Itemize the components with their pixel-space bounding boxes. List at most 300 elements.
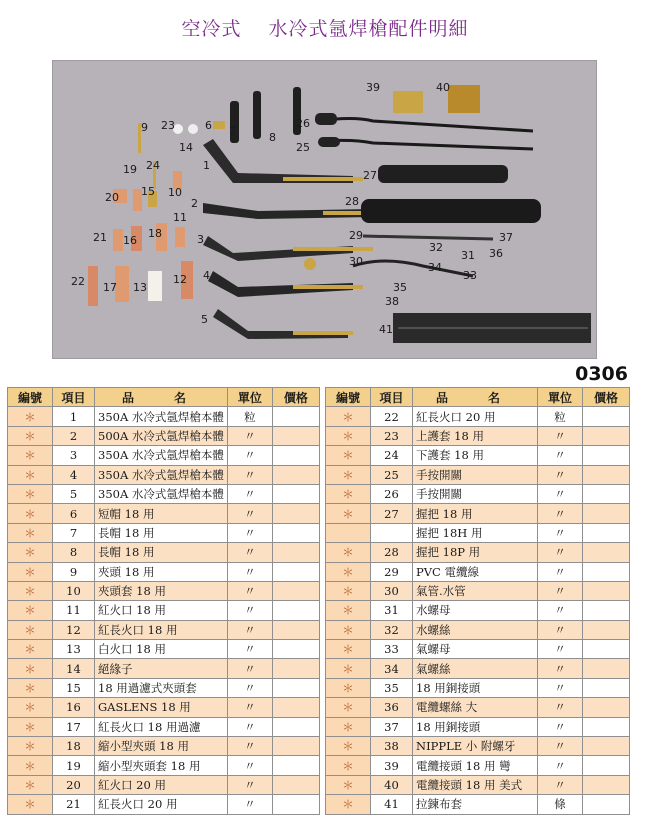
- row-number: 2: [53, 426, 95, 445]
- header-unit: 單位: [227, 388, 272, 407]
- row-unit: 〃: [538, 775, 583, 794]
- row-name: 氣螺絲: [413, 659, 538, 678]
- row-number: 14: [53, 659, 95, 678]
- table-row: [8, 446, 320, 465]
- row-bullet: ＊: [326, 581, 371, 600]
- row-number: 29: [371, 562, 413, 581]
- row-name: 長帽 18 用: [95, 523, 228, 542]
- row-number: 40: [371, 775, 413, 794]
- row-unit: 〃: [227, 562, 272, 581]
- row-price: [583, 523, 630, 542]
- row-price: [272, 504, 319, 523]
- row-name: 18 用銅接頭: [413, 678, 538, 697]
- row-bullet: ＊: [8, 698, 53, 717]
- row-number: 18: [53, 737, 95, 756]
- row-bullet: [326, 523, 371, 542]
- row-price: [583, 562, 630, 581]
- photo-label-13: 13: [133, 281, 147, 294]
- row-name: 夾頭 18 用: [95, 562, 228, 581]
- row-name: 18 用過濾式夾頭套: [95, 678, 228, 697]
- photo-label-2: 2: [191, 197, 198, 210]
- row-price: [272, 678, 319, 697]
- photo-label-21: 21: [93, 231, 107, 244]
- row-price: [272, 640, 319, 659]
- row-bullet: ＊: [326, 465, 371, 484]
- table-row: [8, 795, 320, 814]
- table-row: [8, 775, 320, 794]
- parts-table-right: [325, 387, 630, 815]
- photo-label-32: 32: [429, 241, 443, 254]
- photo-label-1: 1: [203, 159, 210, 172]
- photo-label-31: 31: [461, 249, 475, 262]
- row-price: [272, 620, 319, 639]
- row-bullet: ＊: [326, 678, 371, 697]
- photo-label-14: 14: [179, 141, 193, 154]
- row-unit: 〃: [227, 581, 272, 600]
- row-number: 20: [53, 775, 95, 794]
- row-unit: 〃: [227, 659, 272, 678]
- row-bullet: ＊: [8, 581, 53, 600]
- row-number: 24: [371, 446, 413, 465]
- row-price: [272, 523, 319, 542]
- row-number: 33: [371, 640, 413, 659]
- photo-label-4: 4: [203, 269, 210, 282]
- row-name: 500A 水冷式氬焊槍本體: [95, 426, 228, 445]
- row-price: [272, 737, 319, 756]
- row-bullet: ＊: [8, 523, 53, 542]
- row-unit: 〃: [227, 795, 272, 814]
- photo-label-37: 37: [499, 231, 513, 244]
- table-row: [326, 581, 630, 600]
- table-row: [8, 698, 320, 717]
- table-row: [326, 523, 630, 542]
- row-price: [272, 543, 319, 562]
- row-unit: 〃: [227, 446, 272, 465]
- table-row: [8, 620, 320, 639]
- row-unit: 〃: [538, 601, 583, 620]
- row-bullet: ＊: [326, 407, 371, 426]
- photo-label-16: 16: [123, 234, 137, 247]
- row-bullet: ＊: [8, 795, 53, 814]
- photo-label-29: 29: [349, 229, 363, 242]
- table-row: [8, 678, 320, 697]
- row-unit: 〃: [227, 717, 272, 736]
- table-row: [326, 562, 630, 581]
- row-bullet: ＊: [8, 465, 53, 484]
- row-bullet: ＊: [326, 601, 371, 620]
- photo-label-3: 3: [197, 233, 204, 246]
- row-number: 30: [371, 581, 413, 600]
- row-name: GASLENS 18 用: [95, 698, 228, 717]
- table-header-row: [8, 388, 320, 407]
- row-price: [583, 446, 630, 465]
- row-unit: 〃: [227, 523, 272, 542]
- row-price: [272, 601, 319, 620]
- row-price: [583, 756, 630, 775]
- row-number: 22: [371, 407, 413, 426]
- row-bullet: ＊: [8, 620, 53, 639]
- photo-label-40: 40: [436, 81, 450, 94]
- row-name: 握把 18 用: [413, 504, 538, 523]
- header-name-label: 品 名: [121, 390, 200, 405]
- row-unit: 〃: [227, 698, 272, 717]
- row-bullet: ＊: [326, 737, 371, 756]
- row-name: 水螺絲: [413, 620, 538, 639]
- row-price: [583, 581, 630, 600]
- row-number: [371, 523, 413, 542]
- table-row: [326, 407, 630, 426]
- table-row: [8, 465, 320, 484]
- table-row: [8, 484, 320, 503]
- table-row: [326, 795, 630, 814]
- row-name: 短帽 18 用: [95, 504, 228, 523]
- row-number: 38: [371, 737, 413, 756]
- table-row: [8, 659, 320, 678]
- row-price: [272, 795, 319, 814]
- product-photo: [52, 60, 597, 359]
- row-unit: 粒: [227, 407, 272, 426]
- row-unit: 〃: [227, 601, 272, 620]
- row-price: [583, 465, 630, 484]
- row-unit: 〃: [227, 426, 272, 445]
- row-number: 8: [53, 543, 95, 562]
- row-unit: 〃: [227, 543, 272, 562]
- table-row: [326, 737, 630, 756]
- photo-label-11: 11: [173, 211, 187, 224]
- header-price: 價格: [272, 388, 319, 407]
- photo-label-39: 39: [366, 81, 380, 94]
- row-number: 32: [371, 620, 413, 639]
- table-row: [326, 678, 630, 697]
- row-name: 紅火口 18 用: [95, 601, 228, 620]
- row-price: [272, 717, 319, 736]
- table-row: [326, 484, 630, 503]
- table-row: [8, 426, 320, 445]
- row-bullet: ＊: [8, 426, 53, 445]
- row-bullet: ＊: [326, 543, 371, 562]
- photo-label-22: 22: [71, 275, 85, 288]
- table-header-row: [326, 388, 630, 407]
- table-row: [8, 717, 320, 736]
- row-unit: 〃: [538, 581, 583, 600]
- photo-label-8: 8: [269, 131, 276, 144]
- row-name: 握把 18P 用: [413, 543, 538, 562]
- row-unit: 〃: [538, 620, 583, 639]
- row-bullet: ＊: [8, 504, 53, 523]
- row-price: [272, 659, 319, 678]
- photo-label-33: 33: [463, 269, 477, 282]
- row-bullet: ＊: [326, 426, 371, 445]
- row-bullet: ＊: [326, 640, 371, 659]
- row-price: [583, 717, 630, 736]
- row-name: 夾頭套 18 用: [95, 581, 228, 600]
- row-number: 3: [53, 446, 95, 465]
- row-price: [583, 659, 630, 678]
- row-name: 電纜螺絲 大: [413, 698, 538, 717]
- row-price: [583, 426, 630, 445]
- row-name: 電纜接頭 18 用 美式: [413, 775, 538, 794]
- photo-label-36: 36: [489, 247, 503, 260]
- row-price: [272, 756, 319, 775]
- row-number: 19: [53, 756, 95, 775]
- photo-label-24: 24: [146, 159, 160, 172]
- row-unit: 〃: [538, 446, 583, 465]
- row-name: 電纜接頭 18 用 彎: [413, 756, 538, 775]
- row-number: 15: [53, 678, 95, 697]
- row-unit: 〃: [538, 678, 583, 697]
- table-row: [326, 504, 630, 523]
- row-price: [272, 407, 319, 426]
- table-row: [8, 581, 320, 600]
- table-row: [326, 717, 630, 736]
- row-number: 5: [53, 484, 95, 503]
- row-unit: 粒: [538, 407, 583, 426]
- row-bullet: ＊: [8, 562, 53, 581]
- table-row: [8, 407, 320, 426]
- row-name: 350A 水冷式氬焊槍本體: [95, 465, 228, 484]
- photo-label-12: 12: [173, 273, 187, 286]
- table-row: [8, 562, 320, 581]
- row-name: 長帽 18 用: [95, 543, 228, 562]
- row-unit: 〃: [227, 620, 272, 639]
- row-price: [583, 407, 630, 426]
- header-name-label: 品 名: [435, 390, 514, 405]
- row-unit: 〃: [538, 698, 583, 717]
- row-name: 18 用銅接頭: [413, 717, 538, 736]
- row-price: [272, 581, 319, 600]
- row-price: [583, 484, 630, 503]
- row-unit: 〃: [538, 659, 583, 678]
- row-number: 16: [53, 698, 95, 717]
- photo-label-34: 34: [428, 261, 442, 274]
- row-bullet: ＊: [8, 407, 53, 426]
- row-name: 紅長火口 20 用: [95, 795, 228, 814]
- row-price: [272, 698, 319, 717]
- row-price: [583, 775, 630, 794]
- row-bullet: ＊: [8, 678, 53, 697]
- row-name: 白火口 18 用: [95, 640, 228, 659]
- row-price: [583, 640, 630, 659]
- parts-table-left: [7, 387, 320, 815]
- row-unit: 〃: [538, 717, 583, 736]
- table-row: [326, 620, 630, 639]
- table-row: [326, 601, 630, 620]
- row-price: [583, 737, 630, 756]
- table-row: [8, 504, 320, 523]
- table-row: [326, 543, 630, 562]
- row-name: 350A 水冷式氬焊槍本體: [95, 446, 228, 465]
- table-row: [8, 601, 320, 620]
- row-number: 12: [53, 620, 95, 639]
- table-row: [326, 426, 630, 445]
- row-unit: 〃: [538, 543, 583, 562]
- row-number: 9: [53, 562, 95, 581]
- row-unit: 〃: [227, 678, 272, 697]
- row-unit: 條: [538, 795, 583, 814]
- row-bullet: ＊: [326, 504, 371, 523]
- row-price: [583, 601, 630, 620]
- row-number: 28: [371, 543, 413, 562]
- photo-label-15: 15: [141, 185, 155, 198]
- header-item: 項目: [53, 388, 95, 407]
- header-name: [413, 388, 538, 407]
- row-name: 手按開關: [413, 484, 538, 503]
- table-row: [8, 756, 320, 775]
- photo-label-38: 38: [385, 295, 399, 308]
- row-name: 350A 水冷式氬焊槍本體: [95, 484, 228, 503]
- row-name: 350A 水冷式氬焊槍本體: [95, 407, 228, 426]
- parts-illustration: [53, 61, 596, 358]
- row-unit: 〃: [538, 737, 583, 756]
- table-row: [8, 737, 320, 756]
- photo-label-30: 30: [349, 255, 363, 268]
- row-number: 10: [53, 581, 95, 600]
- row-bullet: ＊: [8, 601, 53, 620]
- header-code: 編號: [326, 388, 371, 407]
- row-bullet: ＊: [8, 659, 53, 678]
- photo-label-25: 25: [296, 141, 310, 154]
- row-number: 7: [53, 523, 95, 542]
- row-unit: 〃: [227, 465, 272, 484]
- table-row: [8, 640, 320, 659]
- row-bullet: ＊: [326, 484, 371, 503]
- row-bullet: ＊: [326, 446, 371, 465]
- row-number: 21: [53, 795, 95, 814]
- row-price: [583, 698, 630, 717]
- row-unit: 〃: [227, 756, 272, 775]
- row-unit: 〃: [538, 504, 583, 523]
- row-unit: 〃: [538, 426, 583, 445]
- row-number: 26: [371, 484, 413, 503]
- row-name: 手按開關: [413, 465, 538, 484]
- row-bullet: ＊: [8, 775, 53, 794]
- row-unit: 〃: [227, 484, 272, 503]
- photo-label-41: 41: [379, 323, 393, 336]
- row-unit: 〃: [227, 504, 272, 523]
- row-bullet: ＊: [326, 698, 371, 717]
- row-unit: 〃: [227, 737, 272, 756]
- row-number: 41: [371, 795, 413, 814]
- row-bullet: ＊: [8, 640, 53, 659]
- row-name: 絕緣子: [95, 659, 228, 678]
- small-parts: [88, 87, 316, 306]
- page-title: [0, 14, 650, 41]
- row-price: [583, 504, 630, 523]
- row-number: 6: [53, 504, 95, 523]
- row-name: PVC 電纜線: [413, 562, 538, 581]
- row-number: 27: [371, 504, 413, 523]
- table-row: [326, 775, 630, 794]
- row-bullet: ＊: [326, 620, 371, 639]
- photo-label-7: 7: [229, 125, 236, 138]
- row-price: [272, 426, 319, 445]
- row-bullet: ＊: [8, 484, 53, 503]
- row-unit: 〃: [538, 465, 583, 484]
- row-name: 紅火口 20 用: [95, 775, 228, 794]
- photo-label-27: 27: [363, 169, 377, 182]
- row-number: 35: [371, 678, 413, 697]
- row-number: 31: [371, 601, 413, 620]
- row-bullet: ＊: [326, 659, 371, 678]
- table-row: [326, 756, 630, 775]
- row-name: 紅長火口 18 用過濾: [95, 717, 228, 736]
- photo-label-10: 10: [168, 186, 182, 199]
- row-bullet: ＊: [326, 775, 371, 794]
- table-row: [326, 640, 630, 659]
- row-price: [583, 620, 630, 639]
- header-item: 項目: [371, 388, 413, 407]
- row-number: 13: [53, 640, 95, 659]
- table-row: [8, 523, 320, 542]
- row-bullet: ＊: [8, 446, 53, 465]
- row-price: [583, 543, 630, 562]
- row-price: [583, 678, 630, 697]
- row-bullet: ＊: [8, 717, 53, 736]
- row-bullet: ＊: [326, 795, 371, 814]
- table-row: [326, 659, 630, 678]
- photo-label-20: 20: [105, 191, 119, 204]
- row-name: 上護套 18 用: [413, 426, 538, 445]
- photo-label-23: 23: [161, 119, 175, 132]
- row-number: 34: [371, 659, 413, 678]
- row-unit: 〃: [227, 640, 272, 659]
- row-unit: 〃: [538, 523, 583, 542]
- photo-label-17: 17: [103, 281, 117, 294]
- row-name: 下護套 18 用: [413, 446, 538, 465]
- photo-label-6: 6: [205, 119, 212, 132]
- row-price: [272, 465, 319, 484]
- row-bullet: ＊: [326, 717, 371, 736]
- row-bullet: ＊: [8, 737, 53, 756]
- row-unit: 〃: [227, 775, 272, 794]
- table-row: [8, 543, 320, 562]
- title-part-air: 空冷式: [181, 18, 242, 40]
- row-unit: 〃: [538, 640, 583, 659]
- row-number: 37: [371, 717, 413, 736]
- photo-label-28: 28: [345, 195, 359, 208]
- row-number: 23: [371, 426, 413, 445]
- row-price: [272, 484, 319, 503]
- row-unit: 〃: [538, 756, 583, 775]
- row-number: 1: [53, 407, 95, 426]
- table-row: [326, 698, 630, 717]
- header-unit: 單位: [538, 388, 583, 407]
- table-row: [326, 446, 630, 465]
- table-row: [326, 465, 630, 484]
- photo-label-35: 35: [393, 281, 407, 294]
- row-name: 紅長火口 20 用: [413, 407, 538, 426]
- row-price: [272, 562, 319, 581]
- title-part-water: 水冷式氬焊槍配件明細: [268, 18, 469, 40]
- row-name: 氣螺母: [413, 640, 538, 659]
- header-price: 價格: [583, 388, 630, 407]
- row-name: NIPPLE 小 附螺牙: [413, 737, 538, 756]
- row-price: [272, 446, 319, 465]
- row-unit: 〃: [538, 484, 583, 503]
- row-number: 17: [53, 717, 95, 736]
- catalog-code: 0306: [575, 363, 628, 385]
- row-bullet: ＊: [8, 543, 53, 562]
- row-bullet: ＊: [326, 756, 371, 775]
- photo-label-26: 26: [296, 117, 310, 130]
- row-number: 36: [371, 698, 413, 717]
- row-name: 拉鍊布套: [413, 795, 538, 814]
- photo-label-18: 18: [148, 227, 162, 240]
- photo-label-9: 9: [141, 121, 148, 134]
- row-unit: 〃: [538, 562, 583, 581]
- row-name: 紅長火口 18 用: [95, 620, 228, 639]
- photo-label-19: 19: [123, 163, 137, 176]
